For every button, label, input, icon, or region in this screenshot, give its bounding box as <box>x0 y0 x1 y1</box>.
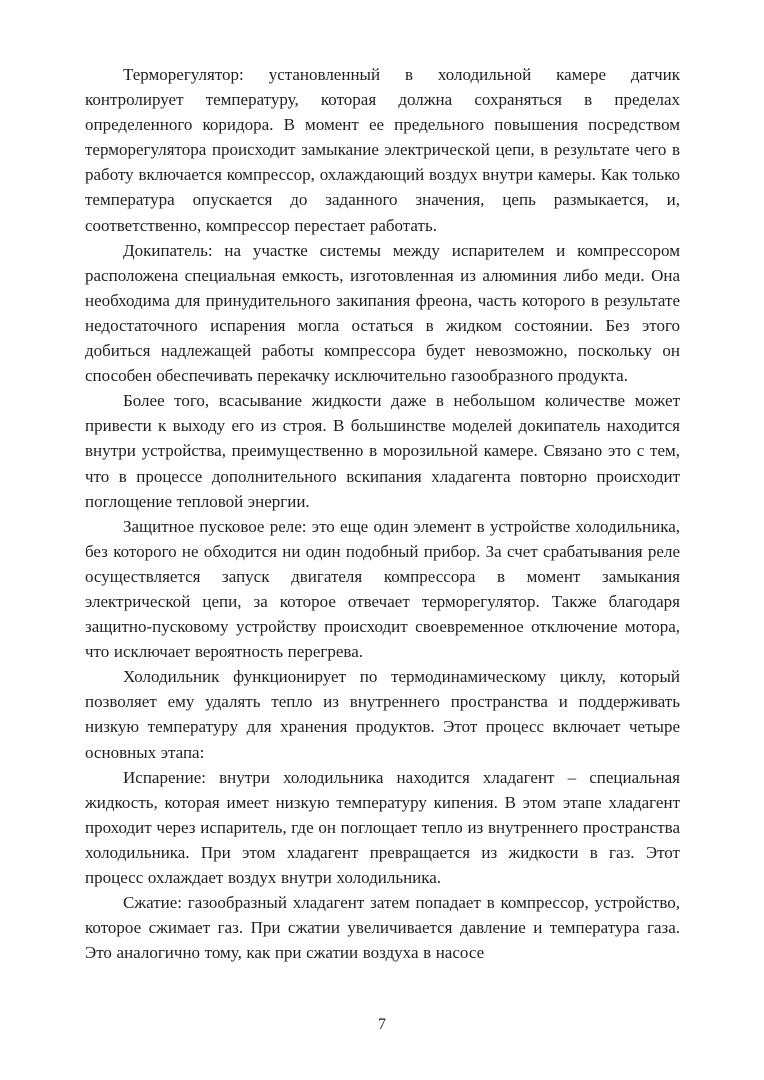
paragraph: Защитное пусковое реле: это еще один элемент в устройстве холодильника, без которого не обходится ни один подобный прибор. За счет срабатывания реле осуществляется запуск двигателя компрессора в момент замыкания электрической цепи, за которое отвечает терморегулятор. Также благодаря защитно-пусковому устройству происходит своевременное отключение мотора, что исключает вероятность перегрева. <box>85 516 680 662</box>
page-number: 7 <box>378 1016 386 1033</box>
paragraph: Докипатель: на участке системы между испарителем и компрессором расположена специальная емкость, изготовленная из алюминия либо меди. Она необходима для принудительного закипания фреона, часть которого в результате недостаточного испарения могла остаться в жидком состоянии. Без этого добиться надлежащей работы компрессора будет невозможно, поскольку он способен обеспечивать перекачку исключительно газообразного продукта. <box>85 240 680 386</box>
paragraph: Сжатие: газообразный хладагент затем попадает в компрессор, устройство, которое сжимает газ. При сжатии увеличивается давление и температура газа. Это аналогично тому, как при сжатии воздуха в насосе <box>85 893 680 963</box>
body-text <box>85 62 680 965</box>
paragraph: Холодильник функционирует по термодинамическому циклу, который позволяет ему удалять тепло из внутреннего пространства и поддерживать низкую температуру для хранения продуктов. Этот процесс включает четыре основных этапа: <box>85 667 680 762</box>
paragraph: Более того, всасывание жидкости даже в небольшом количестве может привести к выходу его из строя. В большинстве моделей докипатель находится внутри устройства, преимущественно в морозильной камере. Связано это с тем, что в процессе дополнительного вскипания хладагента повторно происходит поглощение тепловой энергии. <box>85 391 680 511</box>
paragraph: Терморегулятор: установленный в холодильной камере датчик контролирует температуру, которая должна сохраняться в пределах определенного коридора. В момент ее предельного повышения посредством терморегулятора происходит замыкание электрической цепи, в результате чего в работу включается компрессор, охлаждающий воздух внутри камеры. Как только температура опускается до заданного значения, цепь размыкается, и, соответственно, компрессор перестает работать. <box>85 65 680 235</box>
paragraph: Испарение: внутри холодильника находится хладагент – специальная жидкость, которая имеет низкую температуру кипения. В этом этапе хладагент проходит через испаритель, где он поглощает тепло из внутреннего пространства холодильника. При этом хладагент превращается из жидкости в газ. Этот процесс охлаждает воздух внутри холодильника. <box>85 767 680 887</box>
